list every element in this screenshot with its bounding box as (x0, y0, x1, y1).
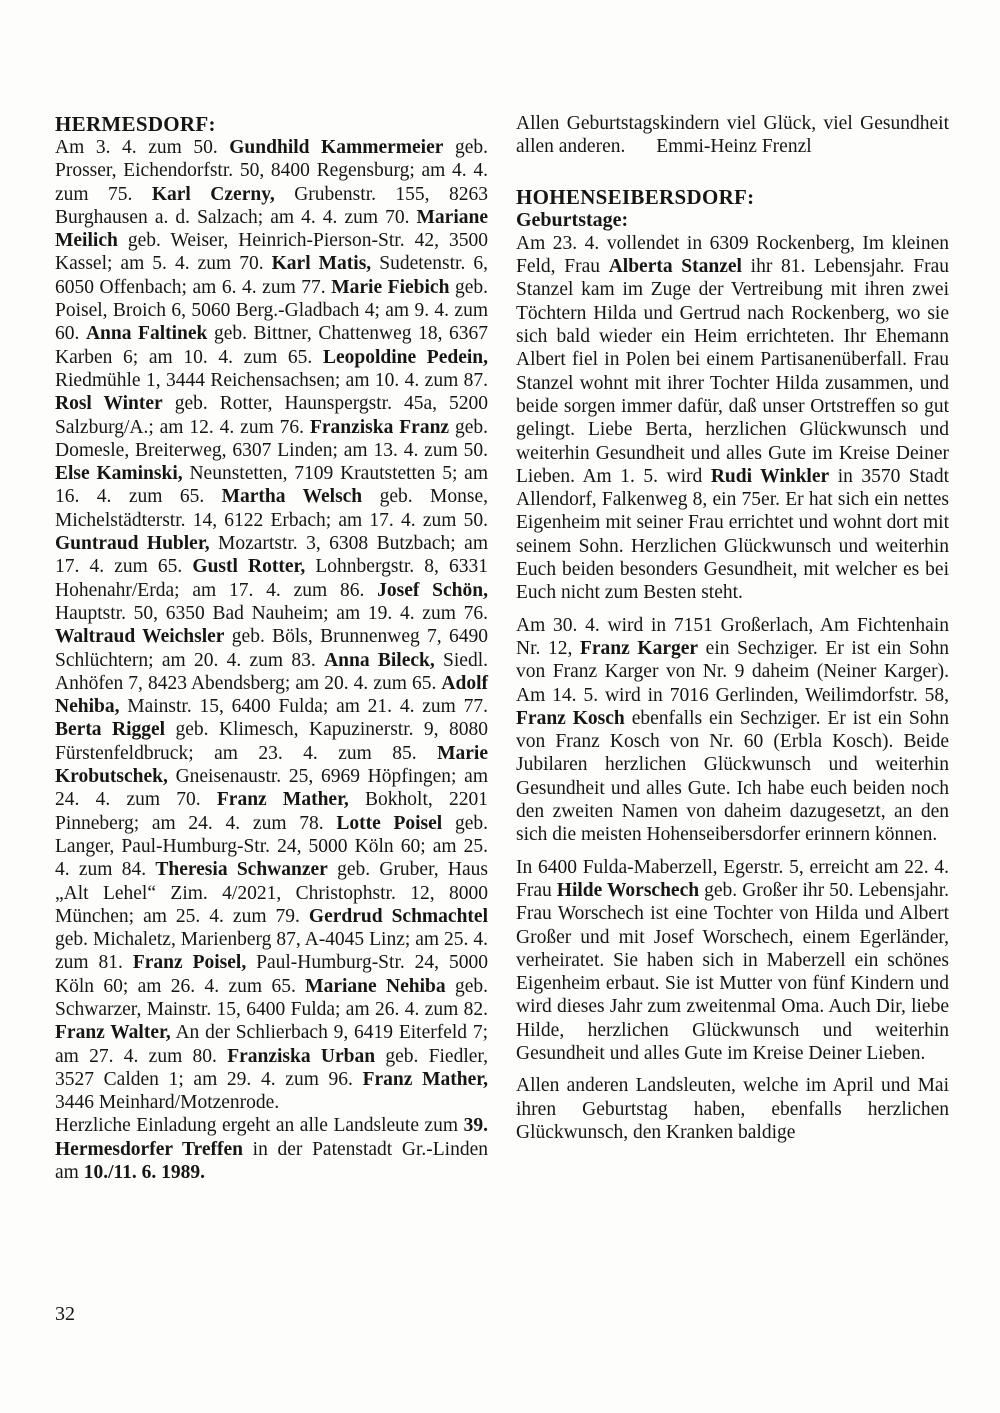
invitation-paragraph: Herzliche Einladung ergeht an alle Landsleute zum 39. Hermesdorfer Treffen in der Patenstadt Gr.-Linden am 10./11. 6. 1989. (55, 1115, 488, 1184)
paragraph-alberta-stanzel: Am 23. 4. vollendet in 6309 Rockenberg, Im kleinen Feld, Frau Alberta Stanzel ihr 81. Lebensjahr. Frau Stanzel kam im Zuge der Vertreibung mit ihren zwei Töchtern Hilda und Gertrud nach Rockenberg, wo sie sich bald wieder ein Heim errichteten. Ihr Ehemann Albert fiel in Polen bei einem Partisanenüberfall. Frau Stanzel wohnt mit ihrer Tochter Hilda zusammen, und beide sorgen immer dafür, daß unser Ortstreffen so gut gelingt. Liebe Berta, herzlichen Glückwunsch und weiterhin Gesundheit und alles Gute im Kreise Deiner Lieben. Am 1. 5. wird Rudi Winkler in 3570 Stadt Allendorf, Falkenweg 8, ein 75er. Er hat sich ein nettes Eigenheim mit seiner Frau errichtet und wohnt dort mit seinem Sohn. Herzlichen Glückwunsch und weiterhin Euch beiden besonders Gesundheit, mit welcher es bei Euch nicht zum Besten steht. (516, 232, 949, 604)
paragraph-karger-kosch: Am 30. 4. wird in 7151 Großerlach, Am Fichtenhain Nr. 12, Franz Karger ein Sechziger. Er ist ein Sohn von Franz Karger von Nr. 9 daheim (Neiner Karger). Am 14. 5. wird in 7016 Gerlinden, Weilimdorfstr. 58, Franz Kosch ebenfalls ein Sechziger. Er ist ein Sohn von Franz Kosch von Nr. 60 (Erbla Kosch). Beide Jubilaren herzlichen Glückwunsch und weiterhin Gesundheit und alles Gute. Ich habe euch beiden noch den zweiten Namen von daheim dazugesetzt, an den sich die meisten Hohenseibersdorfer erinnern können. (516, 614, 950, 846)
right-column (516, 112, 949, 1184)
two-column-layout (55, 112, 949, 1184)
subheading-geburtstage: Geburtstage: (516, 208, 629, 231)
section-heading-hohenseibersdorf: HOHENSEIBERSDORF: (516, 184, 755, 209)
carryover-paragraph (516, 112, 949, 159)
birthday-list-paragraph: Am 3. 4. zum 50. Gundhild Kammermeier geb. Prosser, Eichendorfstr. 50, 8400 Regensburg; am 4. 4. zum 75. Karl Czerny, Grubenstr. 155, 8263 Burghausen a. d. Salzach; am 4. 4. zum 70. Mariane Meilich geb. Weiser, Heinrich-Pierson-Str. 42, 3500 Kassel; am 5. 4. zum 70. Karl Matis, Sudetenstr. 6, 6050 Offenbach; am 6. 4. zum 77. Marie Fiebich geb. Poisel, Broich 6, 5060 Berg.-Gladbach 4; am 9. 4. zum 60. Anna Faltinek geb. Bittner, Chattenweg 18, 6367 Karben 6; am 10. 4. zum 65. Leopoldine Pedein, Riedmühle 1, 3444 Reichensachsen; am 10. 4. zum 87. Rosl Winter geb. Rotter, Haunspergstr. 45a, 5200 Salzburg/A.; am 12. 4. zum 76. Franziska Franz geb. Domesle, Breiterweg, 6307 Linden; am 13. 4. zum 50. Else Kaminski, Neunstetten, 7109 Krautstetten 5; am 16. 4. zum 65. Martha Welsch geb. Monse, Michelstädterstr. 14, 6122 Erbach; am 17. 4. zum 50. Guntraud Hubler, Mozartstr. 3, 6308 Butzbach; am 17. 4. zum 65. Gustl Rotter, Lohnbergstr. 8, 6331 Hohenahr/Erda; am 17. 4. zum 86. Josef Schön, Hauptstr. 50, 6350 Bad Nauheim; am 19. 4. zum 76. Waltraud Weichsler geb. Böls, Brunnenweg 7, 6490 Schlüchtern; am 20. 4. zum 83. Anna Bileck, Siedl. Anhöfen 7, 8423 Abendsberg; am 20. 4. zum 65. Adolf Nehiba, Mainstr. 15, 6400 Fulda; am 21. 4. zum 77. Berta Riggel geb. Klimesch, Kapuzinerstr. 9, 8080 Fürstenfeldbruck; am 23. 4. zum 85. Marie Krobutschek, Gneisenaustr. 25, 6969 Höpfingen; am 24. 4. zum 70. Franz Mather, Bokholt, 2201 Pinneberg; am 24. 4. zum 78. Lotte Poisel geb. Langer, Paul-Humburg-Str. 24, 5000 Köln 60; am 25. 4. zum 84. Theresia Schwanzer geb. Gruber, Haus „Alt Lehel“ Zim. 4/2021, Christophstr. 12, 8000 München; am 25. 4. zum 79. Gerdrud Schmachtel geb. Michaletz, Marienberg 87, A-4045 Linz; am 25. 4. zum 81. Franz Poisel, Paul-Humburg-Str. 24, 5000 Köln 60; am 26. 4. zum 65. Mariane Nehiba geb. Schwarzer, Mainstr. 15, 6400 Fulda; am 26. 4. zum 82. Franz Walter, An der Schlierbach 9, 6419 Eiterfeld 7; am 27. 4. zum 80. Franziska Urban geb. Fiedler, 3527 Calden 1; am 29. 4. zum 96. Franz Mather, 3446 Meinhard/Motzenrode. (55, 137, 489, 1114)
section-heading-hermesdorf: HERMESDORF: (55, 112, 216, 136)
carryover-text: Allen Geburtstagskindern viel Glück, viel Gesundheit allen anderen. (516, 113, 949, 158)
left-column (55, 112, 488, 1184)
signature: Emmi-Heinz Frenzl (656, 136, 812, 158)
paragraph-hilde-worschech: In 6400 Fulda-Maberzell, Egerstr. 5, erreicht am 22. 4. Frau Hilde Worschech geb. Großer ihr 50. Lebensjahr. Frau Worschech ist eine Tochter von Hilda und Albert Großer und mit Josef Worschech, einem Egerländer, verheiratet. Sie haben sich in Maberzell ein schönes Eigenheim erbaut. Sie ist Mutter von fünf Kindern und wird dieses Jahr zum zweitenmal Oma. Auch Dir, liebe Hilde, herzlichen Glückwunsch und weiterhin Gesundheit und alles Gute im Kreise Deiner Lieben. (516, 856, 950, 1064)
paragraph-april-mai-wishes: Allen anderen Landsleuten, welche im April und Mai ihren Geburtstag haben, ebenfalls herzlichen Glückwunsch, den Kranken baldige (516, 1075, 949, 1143)
page-number: 32 (55, 1303, 75, 1325)
